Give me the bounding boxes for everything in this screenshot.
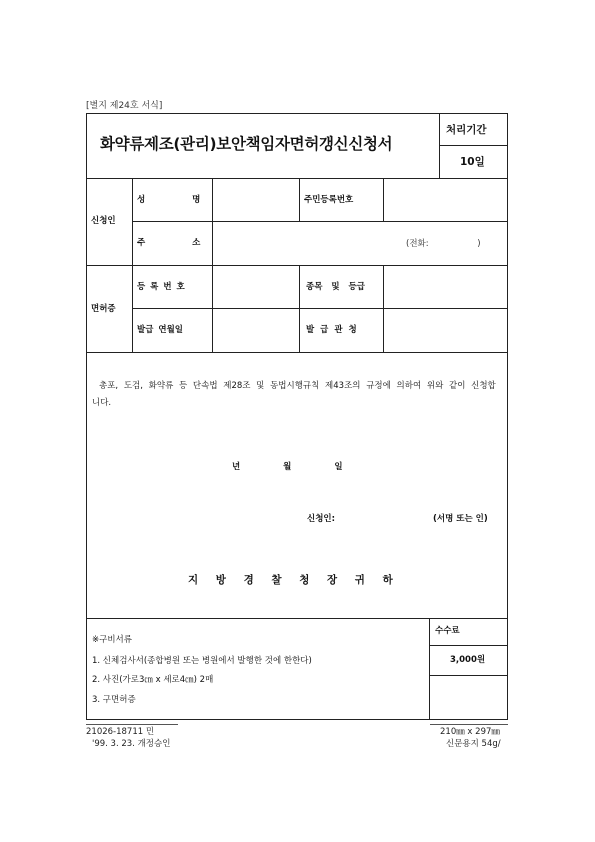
fee-value: 3,000원: [450, 655, 486, 665]
required-document-item: 2. 사진(가로3㎝ x 세로4㎝) 2매: [92, 675, 214, 685]
form-number: [별지 제24호 서식]: [86, 101, 163, 111]
resident-number-label: 주민등록번호: [304, 195, 354, 205]
fee-box-midline: [429, 645, 508, 646]
resident-number-field[interactable]: [384, 179, 507, 220]
issue-date-field[interactable]: [213, 309, 298, 351]
applicant-section-label: 신청인: [91, 216, 116, 226]
issue-date-label: 발급 연월일: [137, 325, 184, 335]
date-line: 년 월 일: [232, 462, 343, 472]
processing-box-midline: [439, 145, 508, 146]
fee-label: 수수료: [435, 626, 460, 636]
issuing-authority-label: 발 급 관 청: [306, 325, 357, 335]
section-line: [86, 618, 508, 619]
footer-rule-right: [430, 724, 508, 725]
name-label: 성 명: [137, 195, 201, 205]
registration-number-field[interactable]: [213, 266, 298, 307]
processing-period-label: 처리기간: [446, 124, 487, 136]
category-grade-field[interactable]: [384, 266, 507, 307]
fee-box-divider: [429, 618, 430, 720]
footer-rule-left: [86, 724, 178, 725]
address-field[interactable]: [213, 222, 403, 264]
required-document-item: 1. 신체검사서(종합병원 또는 병원에서 발행한 것에 한한다): [92, 656, 312, 666]
processing-period-value: 10일: [460, 156, 485, 168]
applicant-signature-label: 신청인:: [307, 514, 336, 524]
issuing-authority-field[interactable]: [384, 309, 507, 351]
required-documents-heading: ※구비서류: [92, 635, 132, 645]
address-label: 주 소: [137, 238, 201, 248]
cell-line: [299, 178, 300, 221]
fee-box-bottom: [429, 675, 508, 676]
category-grade-label: 종목 및 등급: [306, 282, 365, 292]
license-section-label: 면허증: [91, 304, 116, 314]
form-title: 화약류제조(관리)보안책임자면허갱신신청서: [100, 135, 393, 153]
application-statement: 총포, 도검, 화약류 등 단속법 제28조 및 동법시행규칙 제43조의 규정에 의하여 위와 같이 신청합니다.: [92, 381, 496, 408]
signature-hint: (서명 또는 인): [433, 514, 488, 524]
phone-label: (전화: ): [406, 239, 481, 249]
registration-number-label: 등 록 번 호: [137, 282, 185, 292]
required-document-item: 3. 구면허증: [92, 695, 136, 705]
name-field[interactable]: [213, 179, 298, 220]
form-code: 21026-18711 민: [86, 727, 155, 737]
cell-line: [299, 265, 300, 352]
section-line: [86, 352, 508, 353]
applicant-signature-field[interactable]: [345, 508, 425, 528]
recipient-line: 지 방 경 찰 청 장 귀 하: [188, 574, 393, 586]
paper-size: 210㎜ x 297㎜: [440, 727, 500, 737]
paper-type: 신문용지 54g/: [446, 739, 501, 749]
approval-date: '99. 3. 23. 개정승인: [92, 739, 171, 749]
